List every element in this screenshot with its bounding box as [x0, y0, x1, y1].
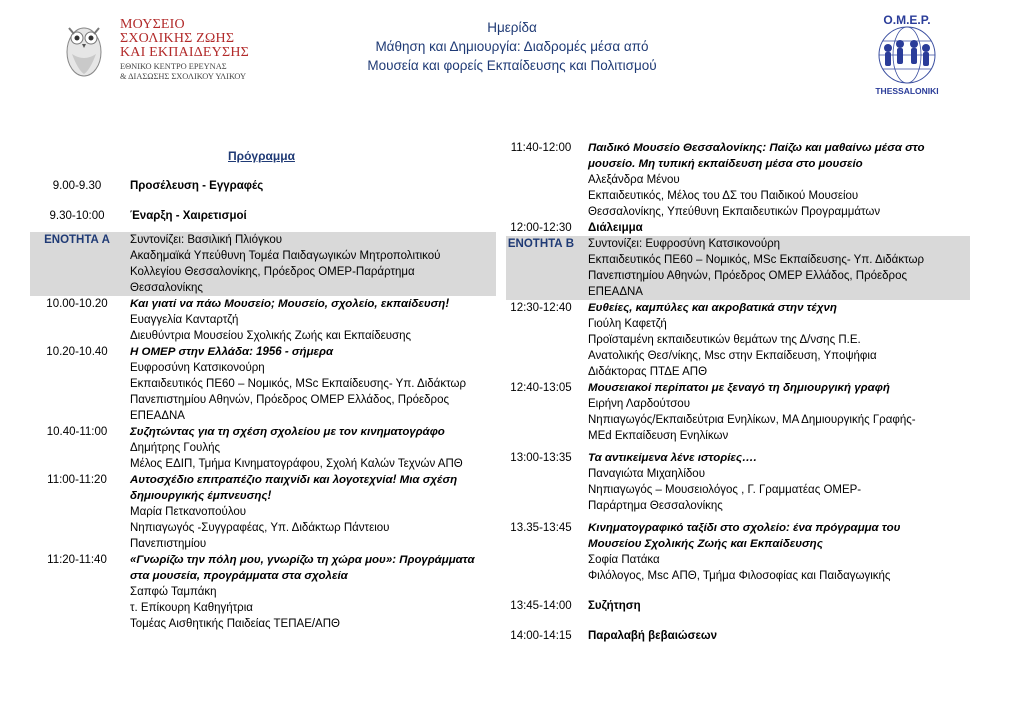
talk-title: Συζητώντας για τη σχέση σχολείου με τον κινηματογράφο [130, 426, 445, 438]
museum-subtitle [120, 62, 246, 81]
section-label: ΕΝΟΤΗΤΑ Α [44, 234, 110, 246]
session-content [124, 424, 496, 472]
talk-title: Αυτοσχέδιο επιτραπέζιο παιχνίδι και λογοτεχνία! Μια σχέση [130, 474, 458, 486]
session-content [124, 552, 496, 632]
speaker-info: Διδάκτορας ΠΤΔΕ ΑΠΘ [588, 366, 708, 378]
speaker-name: Ευαγγελία Κανταρτζή [130, 314, 239, 326]
session-title: Προσέλευση - Εγγραφές [130, 180, 264, 192]
speaker-info: Πανεπιστημίου [130, 538, 207, 550]
speaker-info: Πανεπιστημίου Αθηνών, Πρόεδρος ΟΜΕΡ Ελλάδος, Πρόεδρος [130, 394, 450, 406]
moderator-info: Κολλεγίου Θεσσαλονίκης, Πρόεδρος ΟΜΕΡ-Παράρτημα [130, 266, 415, 278]
session-content [124, 296, 496, 344]
talk-title: Ευθείες, καμπύλες και ακροβατικά στην τέχνη [588, 302, 837, 314]
speaker-info: Μέλος ΕΔΙΠ, Τμήμα Κινηματογράφου, Σχολή Καλών Τεχνών ΑΠΘ [130, 458, 463, 470]
section-label: ΕΝΟΤΗΤΑ Β [507, 238, 575, 250]
time-slot: 11:40-12:00 [510, 142, 572, 154]
speaker-info: Ανατολικής Θεσ/νίκης, Msc στην Εκπαίδευση, Υποψήφια [588, 350, 877, 362]
speaker-info: Εκπαιδευτικός, Μέλος του ΔΣ του Παιδικού Μουσείου [588, 190, 859, 202]
event-title-line2: Μουσεία και φορείς Εκπαίδευσης και Πολιτισμού [367, 58, 657, 73]
speaker-info: Θεσσαλονίκης, Υπεύθυνη Εκπαιδευτικών Προγραμμάτων [588, 206, 881, 218]
time-slot: 12:40-13:05 [510, 382, 572, 394]
schedule-row [506, 520, 970, 584]
speaker-info: Φιλόλογος, Msc ΑΠΘ, Τμήμα Φιλοσοφίας και Παιδαγωγικής [588, 570, 891, 582]
speaker-name: Ευφροσύνη Κατσικονούρη [130, 362, 265, 374]
speaker-info: ΜΕd Εκπαίδευση Ενηλίκων [588, 430, 729, 442]
time-slot: 12:00-12:30 [510, 222, 572, 234]
museum-name-line: ΚΑΙ ΕΚΠΑΙΔΕΥΣΗΣ [120, 45, 249, 60]
museum-name-line: ΣΧΟΛΙΚΗΣ ΖΩΗΣ [120, 31, 235, 46]
talk-title-cont: Μουσείου Σχολικής Ζωής και Εκπαίδευσης [588, 538, 823, 550]
session-content [576, 140, 970, 220]
session-content [124, 344, 496, 424]
program-left-column [30, 140, 496, 632]
time-slot: 9.30-10:00 [49, 210, 105, 222]
speaker-info: τ. Επίκουρη Καθηγήτρια [130, 602, 253, 614]
schedule-row [506, 300, 970, 380]
moderator-info: Πανεπιστημίου Αθηνών, Πρόεδρος ΟΜΕΡ Ελλάδος, Πρόεδρος [588, 270, 908, 282]
time-slot: 13:45-14:00 [510, 600, 572, 612]
schedule-row [506, 140, 970, 220]
talk-title-cont: δημιουργικής έμπνευσης! [130, 490, 272, 502]
schedule-row [30, 424, 496, 472]
museum-name-line: ΜΟΥΣΕΙΟ [120, 17, 185, 32]
speaker-info: Διευθύντρια Μουσείου Σχολικής Ζωής και Εκπαίδευσης [130, 330, 412, 342]
moderator-info: Εκπαιδευτικός ΠΕ60 – Νομικός, MSc Εκπαίδευσης- Υπ. Διδάκτωρ [588, 254, 924, 266]
museum-subtitle-line: & ΔΙΑΣΩΣΗΣ ΣΧΟΛΙΚΟΥ ΥΛΙΚΟΥ [120, 71, 247, 81]
event-title-line1: Μάθηση και Δημιουργία: Διαδρομές μέσα από [375, 39, 649, 54]
speaker-name: Δημήτρης Γουλής [130, 442, 221, 454]
moderator-info: Ακαδημαϊκά Υπεύθυνη Τομέα Παιδαγωγικών Μητροπολιτικού [130, 250, 441, 262]
session-title: Έναρξη - Χαιρετισμοί [130, 210, 247, 222]
speaker-name: Γιούλη Καφετζή [588, 318, 667, 330]
museum-subtitle-line: ΕΘΝΙΚΟ ΚΕΝΤΡΟ ΕΡΕΥΝΑΣ [120, 62, 227, 71]
section-content [124, 232, 496, 296]
session-title: Παραλαβή βεβαιώσεων [588, 630, 718, 642]
talk-title: Παιδικό Μουσείο Θεσσαλονίκης: Παίζω και μαθαίνω μέσα στο [588, 142, 925, 154]
museum-logo [52, 10, 252, 90]
time-slot: 13:00-13:35 [510, 452, 572, 464]
speaker-info: Εκπαιδευτικός ΠΕ60 – Νομικός, MSc Εκπαίδευσης- Υπ. Διδάκτωρ [130, 378, 466, 390]
omep-logo-bottom-text: THESSALONIKI [875, 86, 939, 96]
schedule-row [506, 220, 970, 236]
speaker-info: Νηπιαγωγός/Εκπαιδεύτρια Ενηλίκων, ΜΑ Δημιουργικής Γραφής- [588, 414, 916, 426]
talk-title: Η ΟΜΕΡ στην Ελλάδα: 1956 - σήμερα [130, 346, 334, 358]
speaker-name: Σοφία Πατάκα [588, 554, 660, 566]
schedule-row [30, 208, 496, 224]
time-slot: 10.00-10.20 [46, 298, 108, 310]
schedule-row [506, 628, 970, 644]
time-slot: 10.40-11:00 [46, 426, 108, 438]
schedule-row [30, 296, 496, 344]
section-row-a [30, 232, 496, 296]
time-slot: 11:20-11:40 [47, 554, 107, 566]
owl-icon [60, 14, 108, 82]
schedule-row [506, 450, 970, 514]
speaker-info: ΕΠΕΑΔΝΑ [130, 410, 185, 422]
session-content [576, 380, 970, 444]
section-row-b [506, 236, 970, 300]
session-content [124, 472, 496, 552]
moderator-info: Θεσσαλονίκης [130, 282, 203, 294]
time-slot: 11:00-11:20 [47, 474, 107, 486]
omep-logo-top-text: O.M.E.P. [883, 13, 931, 27]
time-slot: 14:00-14:15 [510, 630, 572, 642]
talk-title-cont: μουσείο. Μη τυπική εκπαίδευση μέσα στο μουσείο [588, 158, 863, 170]
schedule-row [506, 598, 970, 614]
moderator: Συντονίζει: Ευφροσύνη Κατσικονούρη [588, 238, 781, 250]
speaker-name: Σαπφώ Ταμπάκη [130, 586, 217, 598]
talk-title: Και γιατί να πάω Μουσείο; Μουσείο, σχολείο, εκπαίδευση! [130, 298, 450, 310]
schedule-row [30, 178, 496, 194]
time-slot: 13.35-13:45 [510, 522, 572, 534]
time-slot: 9.00-9.30 [52, 180, 102, 192]
schedule-row [30, 552, 496, 632]
schedule-row [30, 472, 496, 552]
session-content [576, 300, 970, 380]
moderator: Συντονίζει: Βασιλική Πλιόγκου [130, 234, 283, 246]
speaker-name: Αλεξάνδρα Μένου [588, 174, 680, 186]
talk-title: Τα αντικείμενα λένε ιστορίες…. [588, 452, 757, 464]
session-title: Συζήτηση [588, 600, 641, 612]
schedule-row [506, 380, 970, 444]
talk-title: «Γνωρίζω την πόλη μου, γνωρίζω τη χώρα μου»: Προγράμματα [130, 554, 475, 566]
speaker-name: Παναγιώτα Μιχαηλίδου [588, 468, 705, 480]
time-slot: 12:30-12:40 [510, 302, 572, 314]
omep-logo [862, 8, 952, 98]
museum-name [120, 18, 249, 60]
speaker-info: Τομέας Αισθητικής Παιδείας ΤΕΠΑΕ/ΑΠΘ [130, 618, 340, 630]
talk-title: Κινηματογραφικό ταξίδι στο σχολείο: ένα πρόγραμμα του [588, 522, 901, 534]
program-right-column [506, 140, 970, 644]
program-title: Πρόγραμμα [228, 149, 295, 163]
speaker-info: Παράρτημα Θεσσαλονίκης [588, 500, 723, 512]
talk-title-cont: στα μουσεία, προγράμματα στα σχολεία [130, 570, 348, 582]
speaker-name: Ειρήνη Λαρδούτσου [588, 398, 690, 410]
session-content [576, 450, 970, 514]
schedule-row [30, 344, 496, 424]
speaker-name: Μαρία Πετκανοπούλου [130, 506, 247, 518]
time-slot: 10.20-10.40 [46, 346, 108, 358]
speaker-info: Νηπιαγωγός – Μουσειολόγος , Γ. Γραμματέας ΟΜΕΡ- [588, 484, 862, 496]
speaker-info: Νηπιαγωγός -Συγγραφέας, Υπ. Διδάκτωρ Πάντειου [130, 522, 390, 534]
event-header [300, 18, 724, 75]
session-content [576, 520, 970, 584]
moderator-info: ΕΠΕΑΔΝΑ [588, 286, 643, 298]
speaker-info: Προϊσταμένη εκπαιδευτικών θεμάτων της Δ/νσης Π.Ε. [588, 334, 861, 346]
session-title: Διάλειμμα [588, 222, 643, 234]
talk-title: Μουσειακοί περίπατοι με ξεναγό τη δημιουργική γραφή [588, 382, 890, 394]
section-content [576, 236, 970, 300]
event-type: Ημερίδα [487, 20, 537, 35]
